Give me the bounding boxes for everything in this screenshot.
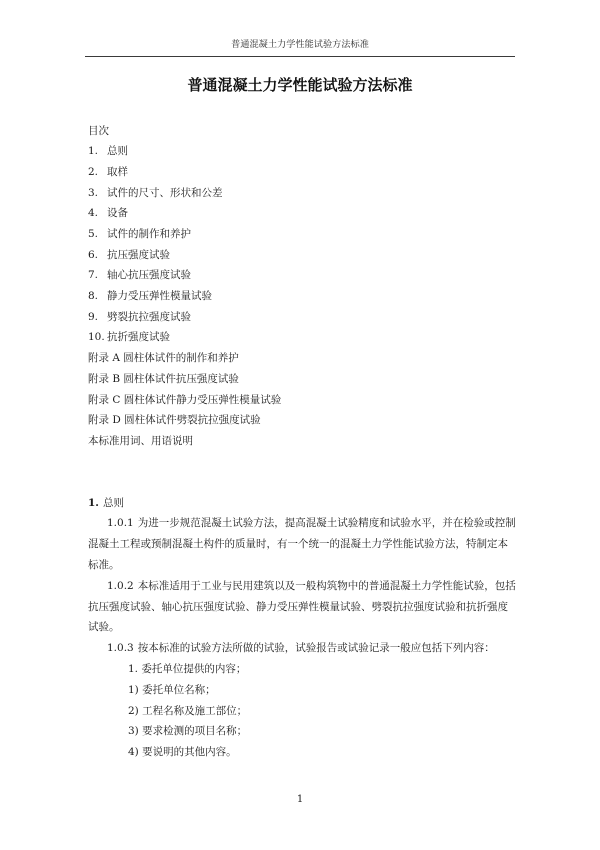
toc-item-number: 1.: [88, 145, 99, 158]
toc-item-text: 劈裂抗拉强度试验: [107, 310, 191, 323]
section-number: 1.: [88, 496, 99, 509]
toc-appendix-item: 附录 D 圆柱体试件劈裂抗拉强度试验: [88, 414, 261, 427]
toc-item-text: 设备: [107, 207, 128, 220]
list-intro: 1. 委托单位提供的内容；: [128, 662, 247, 675]
clause-line: 抗压强度试验、轴心抗压强度试验、静力受压弹性模量试验、劈裂抗拉强度试验和抗折强度: [88, 600, 508, 613]
toc-item: [88, 203, 281, 224]
list-item: 2) 工程名称及施工部位；: [128, 704, 248, 717]
clause-first-line: [88, 513, 516, 534]
clause-line: 标准。: [88, 558, 120, 571]
page-number: 1: [296, 794, 304, 805]
clause-first-line: [88, 576, 516, 597]
clause-line: 混凝土工程或预制混凝土构件的质量时，有一个统一的混凝土力学性能试验方法，特制定本: [88, 538, 508, 551]
toc-item-number: 2.: [88, 165, 99, 178]
list-item: 3) 要求检测的项目名称；: [128, 725, 248, 738]
toc-closing-item: 本标准用词、用语说明: [88, 434, 193, 447]
toc-item-text: 总则: [107, 145, 128, 158]
toc-item-text: 静力受压弹性模量试验: [107, 290, 212, 303]
page-title: 普通混凝土力学性能试验方法标准: [187, 76, 413, 94]
clause-text: 本标准适用于工业与民用建筑以及一般构筑物中的普通混凝土力学性能试验，包括: [137, 579, 516, 592]
toc-item: [88, 307, 281, 328]
clause-number: 1.0.2: [107, 579, 134, 592]
toc-item-text: 试件的尺寸、形状和公差: [107, 186, 223, 199]
section-title: 总则: [103, 496, 124, 509]
clause-text: 按本标准的试验方法所做的试验，试验报告或试验记录一般应包括下列内容：: [137, 642, 495, 655]
toc-item-number: 5.: [88, 228, 99, 241]
toc-item-text: 抗压强度试验: [107, 248, 170, 261]
clause-line: 试验。: [88, 621, 120, 634]
clause-number: 1.0.1: [107, 517, 134, 530]
toc-item-text: 轴心抗压强度试验: [107, 269, 191, 282]
toc-item-number: 7.: [88, 269, 99, 282]
toc-item: [88, 141, 281, 162]
clause-text: 为进一步规范混凝土试验方法，提高混凝土试验精度和试验水平，并在检验或控制: [137, 517, 516, 530]
toc-item: [88, 286, 281, 307]
toc-item-number: 6.: [88, 248, 99, 261]
section-general-provisions: [88, 493, 516, 763]
list-item: 4) 要说明的其他内容。: [128, 746, 237, 759]
table-of-contents: [88, 121, 281, 452]
toc-item-number: 9.: [88, 310, 99, 323]
toc-appendix-item: 附录 B 圆柱体试件抗压强度试验: [88, 372, 239, 385]
section-heading: [88, 493, 516, 514]
toc-item-text: 抗折强度试验: [107, 331, 170, 344]
header-rule: [85, 56, 515, 57]
toc-item-number: 3.: [88, 186, 99, 199]
toc-item: [88, 224, 281, 245]
clause-first-line: [88, 638, 516, 659]
running-header: 普通混凝土力学性能试验方法标准: [231, 39, 369, 50]
toc-appendix-item: 附录 C 圆柱体试件静力受压弹性模量试验: [88, 393, 282, 406]
toc-item-number: 8.: [88, 290, 99, 303]
toc-item: [88, 245, 281, 266]
toc-heading: 目次: [88, 124, 109, 137]
list-item: 1) 委托单位名称；: [128, 683, 216, 696]
toc-item: [88, 327, 281, 348]
toc-item-number: 10.: [88, 331, 105, 344]
toc-item-text: 试件的制作和养护: [107, 228, 191, 241]
toc-item-number: 4.: [88, 207, 99, 220]
toc-item: [88, 162, 281, 183]
toc-appendix-item: 附录 A 圆柱体试件的制作和养护: [88, 352, 239, 365]
toc-item: [88, 265, 281, 286]
toc-item: [88, 183, 281, 204]
clause-number: 1.0.3: [107, 642, 134, 655]
toc-item-text: 取样: [107, 165, 128, 178]
